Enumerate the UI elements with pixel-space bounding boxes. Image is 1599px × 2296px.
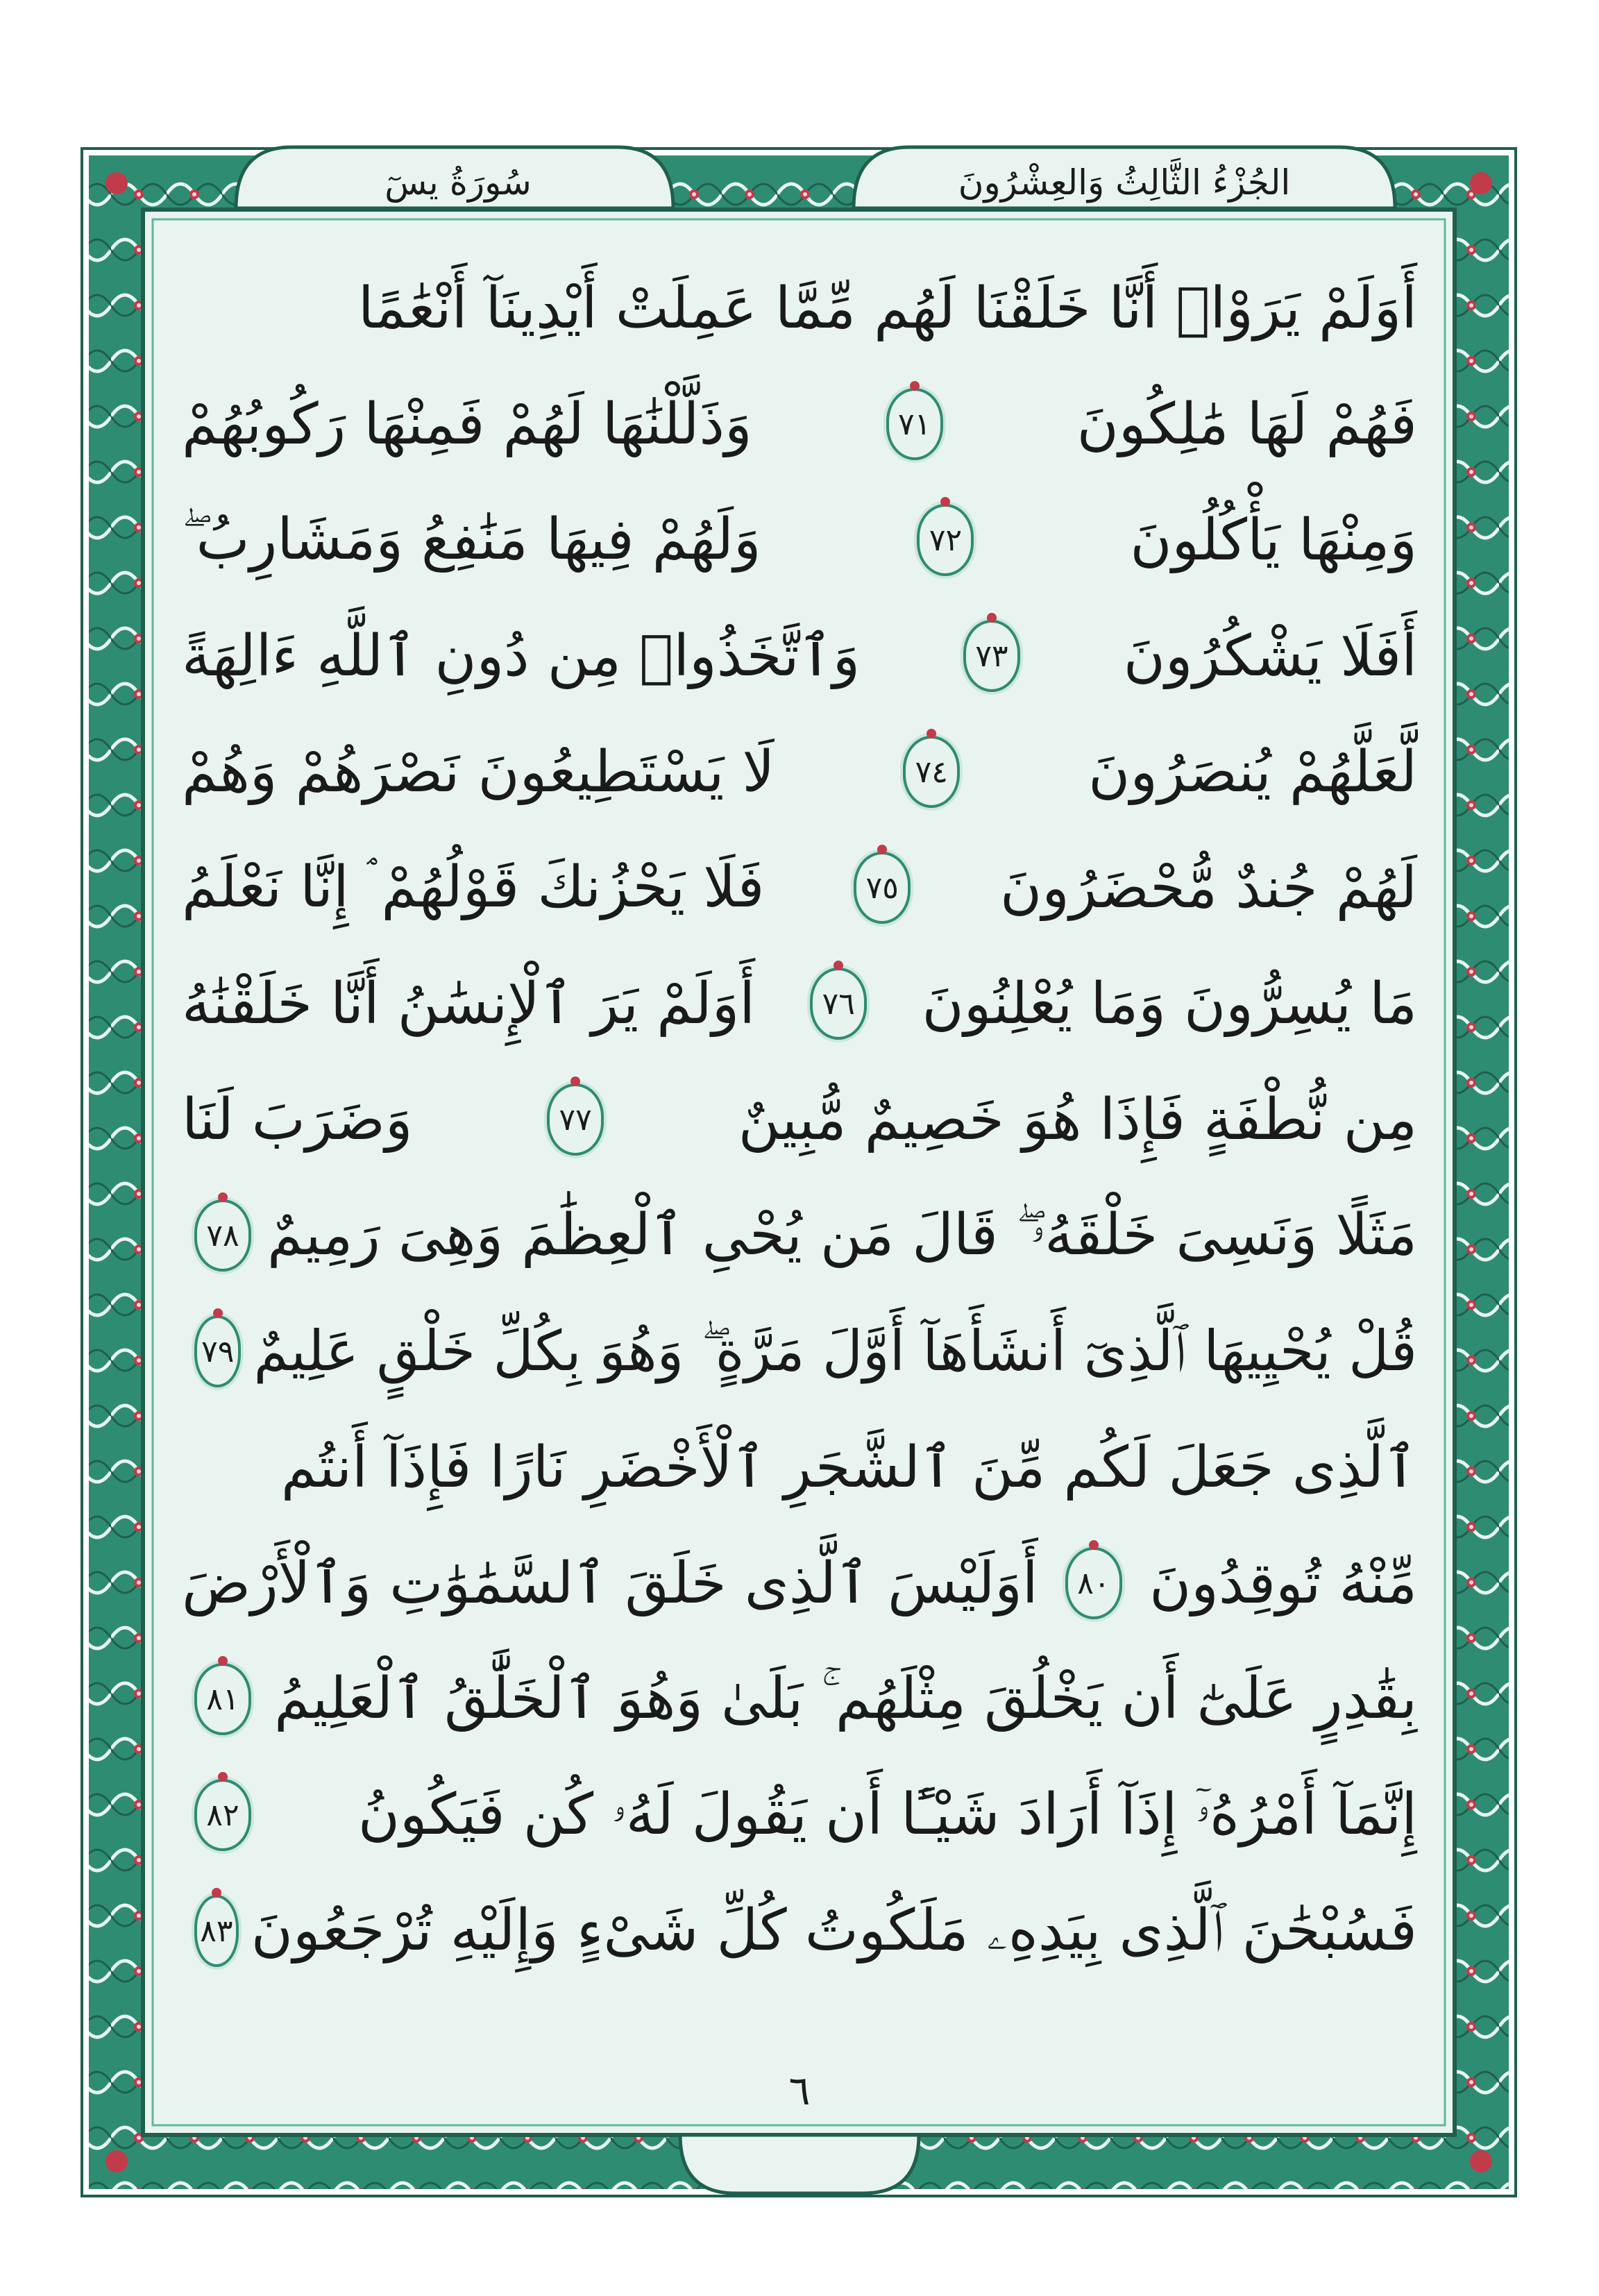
verse-text: ٱلَّذِى جَعَلَ لَكُم مِّنَ ٱلشَّجَرِ ٱلْأَخْضَرِ نَارًا فَإِذَآ أَنتُم (280, 1434, 1417, 1501)
verse-text: وَمِنْهَا يَأْكُلُونَ (1130, 507, 1417, 573)
verse-text: لَّعَلَّهُمْ يُنصَرُونَ (1088, 738, 1417, 805)
ayah-number-marker: ٧٦ (810, 968, 867, 1040)
ayah-number-marker: ٧٢ (917, 504, 974, 576)
text-line (182, 1177, 1417, 1294)
ayah-number-marker: ٧١ (886, 388, 943, 460)
ayah-number-marker: ٧٥ (854, 852, 911, 924)
text-line (182, 714, 1417, 830)
verse-text: مَثَلًا وَنَسِىَ خَلْقَهُۥ ۖ قَالَ مَن يُحْىِ ٱلْعِظَٰمَ وَهِىَ رَمِيمٌ (267, 1202, 1417, 1268)
verse-text: وَذَلَّلْنَٰهَا لَهُمْ فَمِنْهَا رَكُوبُهُمْ (182, 391, 752, 457)
verse-text: وَضَرَبَ لَنَا (182, 1086, 413, 1153)
ayah-number-marker: ٧٤ (903, 736, 960, 808)
text-line (182, 1061, 1417, 1178)
text-line (182, 482, 1417, 598)
verse-text: فَهُمْ لَهَا مَٰلِكُونَ (1076, 391, 1417, 457)
verse-text: أَوَلَمْ يَرَوْا۟ أَنَّا خَلَقْنَا لَهُم مِّمَّا عَمِلَتْ أَيْدِينَآ أَنْعَٰمًا (357, 275, 1417, 341)
juz-label: الجُزْءُ الثَّالِثُ وَالعِشْرُونَ (958, 162, 1291, 203)
text-line (182, 1525, 1417, 1641)
page-number: ٦ (788, 2067, 811, 2114)
ayah-number-marker: ٧٧ (547, 1083, 604, 1156)
verse-text: إِنَّمَآ أَمْرُهُۥٓ إِذَآ أَرَادَ شَيْـًٔا أَن يَقُولَ لَهُۥ كُن فَيَكُونُ (357, 1782, 1417, 1848)
verse-text: فَسُبْحَٰنَ ٱلَّذِى بِيَدِهِۦ مَلَكُوتُ كُلِّ شَىْءٍ وَإِلَيْهِ تُرْجَعُونَ (251, 1898, 1417, 1964)
text-line (182, 829, 1417, 946)
verse-text: مَا يُسِرُّونَ وَمَا يُعْلِنُونَ (922, 970, 1417, 1037)
ayah-number-marker: ٨٢ (194, 1779, 251, 1851)
text-line (182, 366, 1417, 482)
verse-text: لَهُمْ جُندٌ مُّحْضَرُونَ (1000, 854, 1417, 921)
verse-text: مِّنْهُ تُوقِدُونَ (1149, 1550, 1417, 1617)
surah-name-label: سُورَةُ يسٓ (384, 162, 532, 203)
verse-text: فَلَا يَحْزُنكَ قَوْلُهُمْ ۘ إِنَّا نَعْلَمُ (182, 854, 765, 920)
verse-text: لَا يَسْتَطِيعُونَ نَصْرَهُمْ وَهُمْ (182, 738, 775, 805)
verse-text: قُلْ يُحْيِيهَا ٱلَّذِىٓ أَنشَأَهَآ أَوَّلَ مَرَّةٍ ۖ وَهُوَ بِكُلِّ خَلْقٍ عَلِيمٌ (253, 1319, 1417, 1383)
text-line (182, 598, 1417, 714)
text-line (182, 1293, 1417, 1410)
verse-text: بِقَٰدِرٍ عَلَىٰٓ أَن يَخْلُقَ مِثْلَهُم ۚ بَلَىٰ وَهُوَ ٱلْخَلَّٰقُ ٱلْعَلِيمُ (274, 1666, 1417, 1732)
quran-text-area (182, 250, 1417, 1992)
text-line (182, 945, 1417, 1062)
ayah-number-marker: ٨٠ (1065, 1547, 1122, 1619)
text-line (182, 1757, 1417, 1873)
verse-text: مِن نُّطْفَةٍ فَإِذَا هُوَ خَصِيمٌ مُّبِينٌ (738, 1086, 1417, 1153)
ayah-number-marker: ٨٣ (194, 1895, 239, 1967)
verse-text: وَلَهُمْ فِيهَا مَنَٰفِعُ وَمَشَارِبُ ۖ (182, 507, 761, 573)
verse-text: أَوَلَيْسَ ٱلَّذِى خَلَقَ ٱلسَّمَٰوَٰتِ وَٱلْأَرْضَ (182, 1550, 1038, 1617)
ayah-number-marker: ٧٨ (194, 1199, 251, 1272)
verse-text: أَفَلَا يَشْكُرُونَ (1123, 623, 1417, 689)
ayah-number-marker: ٧٩ (194, 1315, 241, 1387)
ayah-number-marker: ٨١ (194, 1663, 251, 1735)
text-line (182, 1873, 1417, 1989)
text-line (182, 250, 1417, 366)
text-line (182, 1641, 1417, 1757)
text-line (182, 1409, 1417, 1526)
ayah-number-marker: ٧٣ (963, 620, 1020, 692)
verse-text: وَٱتَّخَذُوا۟ مِن دُونِ ٱللَّهِ ءَالِهَةً (182, 623, 861, 689)
verse-text: أَوَلَمْ يَرَ ٱلْإِنسَٰنُ أَنَّا خَلَقْنَٰهُ (182, 970, 756, 1037)
